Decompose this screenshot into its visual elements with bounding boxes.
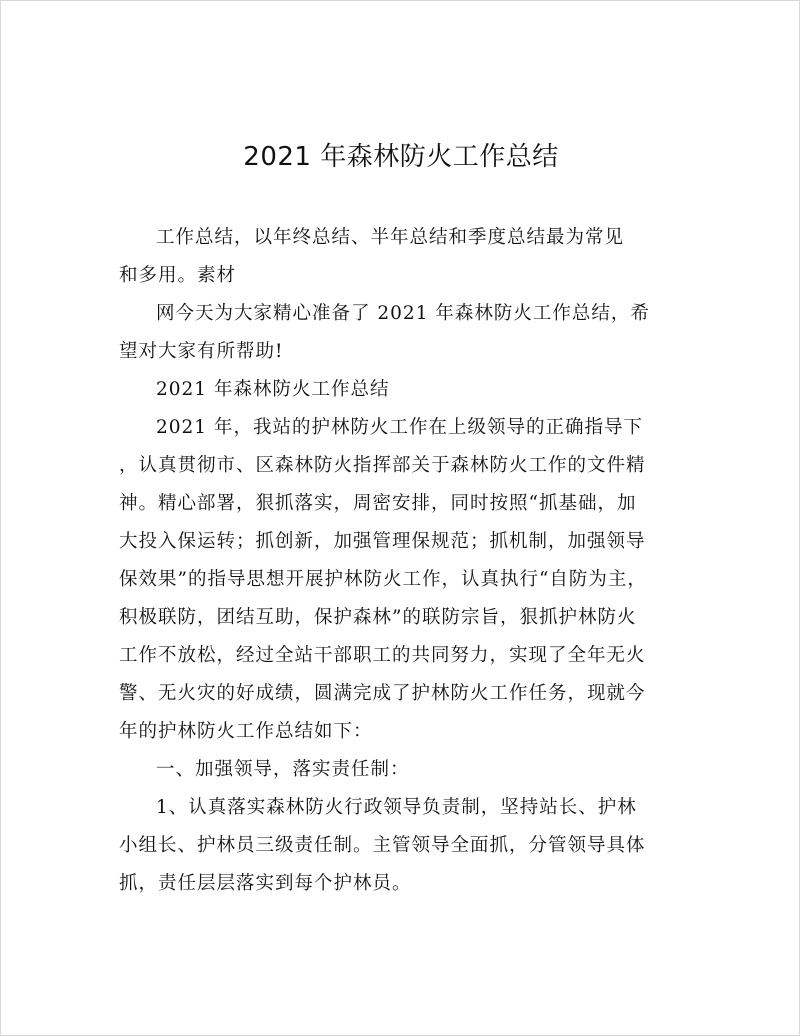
paragraph-intro-2 bbox=[119, 295, 685, 371]
text-line: 小组长、护林员三级责任制。主管领导全面抓，分管领导具体 bbox=[119, 835, 646, 856]
text-line: 神。精心部署，狠抓落实，周密安排，同时按照“抓基础，加 bbox=[119, 493, 637, 514]
text-line: 一、加强领导，落实责任制： bbox=[156, 759, 410, 780]
text-line: 望对大家有所帮助! bbox=[119, 341, 284, 362]
text-line: 保效果”的指导思想开展护林防火工作，认真执行“自防为主， bbox=[119, 569, 647, 590]
text-line: 积极联防，团结互助，保护森林”的联防宗旨，狠抓护林防火 bbox=[119, 607, 637, 628]
section-heading bbox=[119, 751, 685, 789]
paragraph-main bbox=[119, 409, 685, 751]
text-line: 年的护林防火工作总结如下： bbox=[119, 721, 373, 742]
text-line: ，认真贯彻市、区森林防火指挥部关于森林防火工作的文件精 bbox=[119, 455, 646, 476]
text-line: 2021 年，我站的护林防火工作在上级领导的正确指导下 bbox=[156, 417, 643, 438]
text-line: 工作总结，以年终总结、半年总结和季度总结最为常见 bbox=[156, 227, 625, 248]
document-title: 2021 年森林防火工作总结 bbox=[243, 142, 559, 172]
text-line: 和多用。素材 bbox=[119, 265, 237, 286]
paragraph-item-1 bbox=[119, 789, 685, 903]
text-line: 工作不放松，经过全站干部职工的共同努力，实现了全年无火 bbox=[119, 645, 646, 666]
paragraph-subtitle bbox=[119, 371, 685, 409]
text-line: 2021 年森林防火工作总结 bbox=[156, 379, 390, 400]
text-line: 1、认真落实森林防火行政领导负责制，坚持站长、护林 bbox=[156, 797, 637, 818]
text-line: 网今天为大家精心准备了 2021 年森林防火工作总结，希 bbox=[156, 303, 650, 324]
text-line: 警、无火灾的好成绩，圆满完成了护林防火工作任务，现就今 bbox=[119, 683, 646, 704]
paragraph-intro bbox=[119, 219, 685, 295]
text-line: 抓，责任层层落实到每个护林员。 bbox=[119, 873, 412, 894]
document-body bbox=[119, 219, 685, 903]
text-line: 大投入保运转；抓创新，加强管理保规范；抓机制，加强领导 bbox=[119, 531, 646, 552]
